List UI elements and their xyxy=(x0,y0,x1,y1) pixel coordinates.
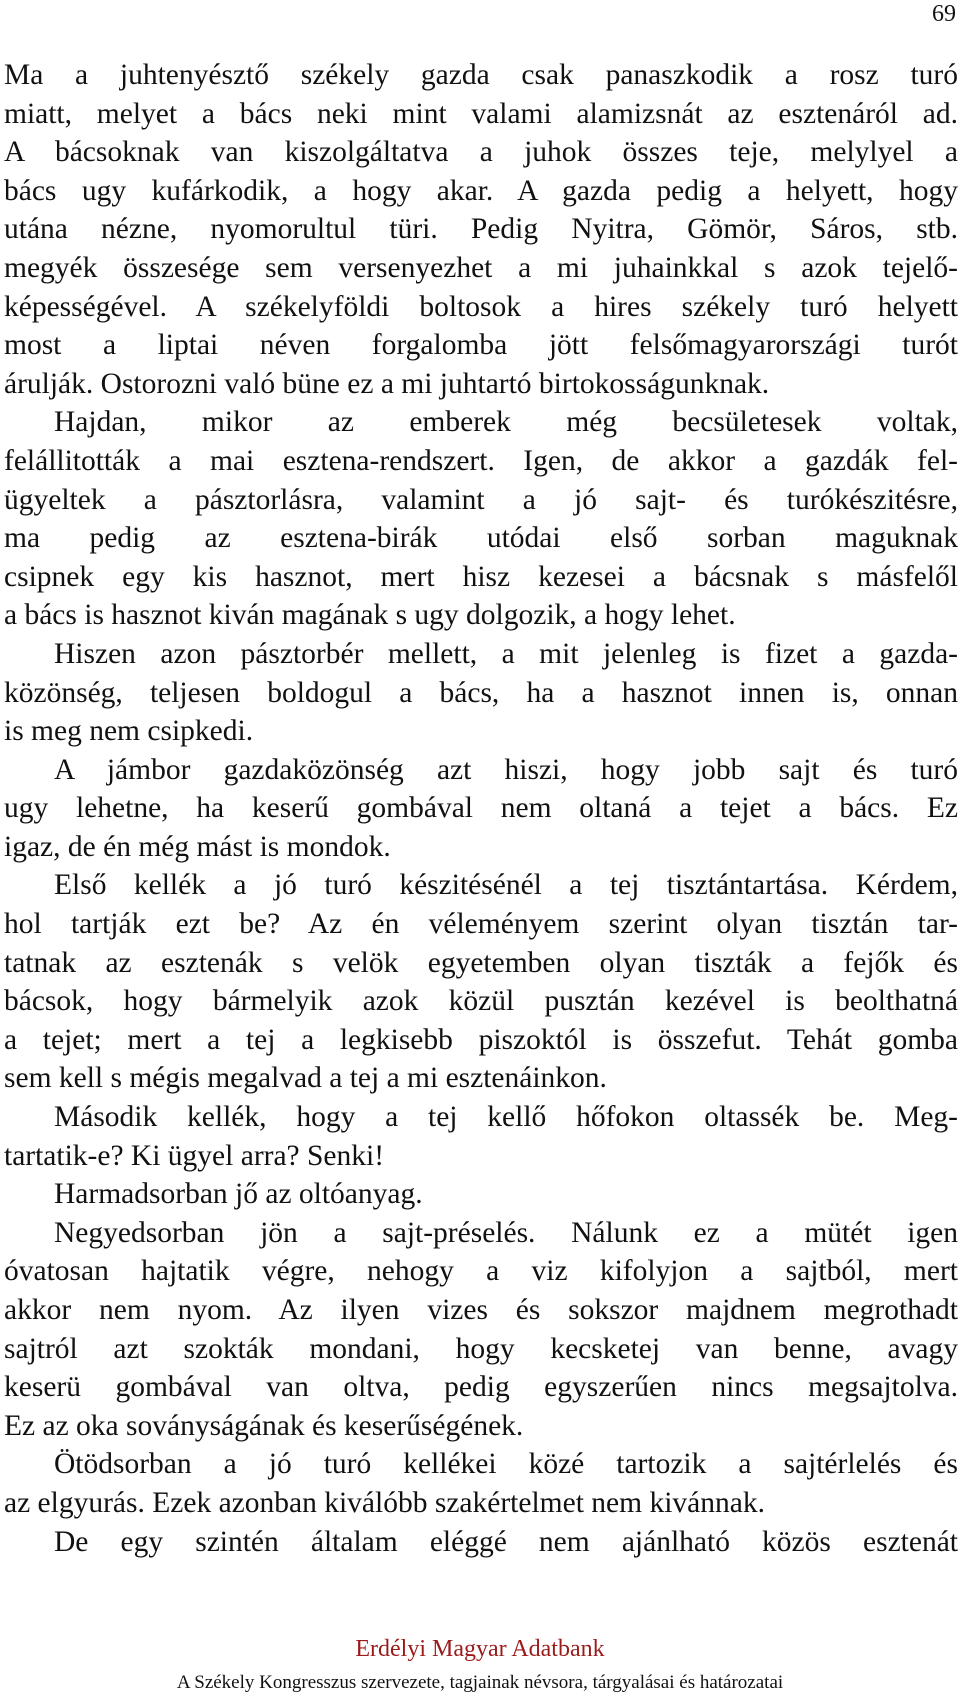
text-line: sem kell s mégis megalvad a tej a mi esztenáinkon. xyxy=(4,1062,607,1095)
text-line: Hiszen azon pásztorbér mellett, a mit jelenleg is fizet a gazda- xyxy=(54,637,958,670)
text-line: hol tartják ezt be? Az én véleményem szerint olyan tisztán tar- xyxy=(4,908,958,941)
text-line: Hajdan, mikor az emberek még becsületesek voltak, xyxy=(54,406,958,439)
text-line: csipnek egy kis hasznot, mert hisz kezesei a bácsnak s másfelől xyxy=(4,560,958,593)
footer-title[interactable]: Erdélyi Magyar Adatbank xyxy=(355,1636,605,1662)
footer-subtitle: A Székely Kongresszus szervezete, tagjainak névsora, tárgyalásai és határozatai xyxy=(176,1672,784,1693)
page-number: 69 xyxy=(932,1,956,27)
text-line: utána nézne, nyomorultul türi. Pedig Nyitra, Gömör, Sáros, stb. xyxy=(4,213,958,246)
text-line: közönség, teljesen boldogul a bács, ha a hasznot innen is, onnan xyxy=(4,676,958,709)
text-line: Ez az oka soványságának és keserűségének. xyxy=(4,1409,524,1442)
text-line: tatnak az esztenák s velök egyetemben olyan tiszták a fejők és xyxy=(4,946,958,979)
text-line: Ötödsorban a jó turó kellékei közé tartozik a sajtérlelés és xyxy=(54,1448,958,1481)
text-line: képességével. A székelyföldi boltosok a hires székely turó helyett xyxy=(4,290,958,323)
text-line: az elgyurás. Ezek azonban kiválóbb szakértelmet nem kivánnak. xyxy=(4,1486,765,1519)
text-line: sajtról azt szokták mondani, hogy kecsketej van benne, avagy xyxy=(4,1332,958,1365)
text-line: akkor nem nyom. Az ilyen vizes és sokszor majdnem megrothadt xyxy=(4,1294,958,1326)
text-line: igaz, de én még mást is mondok. xyxy=(4,830,391,863)
text-line: Első kellék a jó turó készitésénél a tej tisztántartása. Kérdem, xyxy=(54,869,958,902)
text-line: A jámbor gazdaközönség azt hiszi, hogy jobb sajt és turó xyxy=(54,753,958,786)
text-line: keserü gombával van oltva, pedig egyszerűen nincs megsajtolva. xyxy=(4,1371,958,1404)
text-line: felállitották a mai esztena-rendszert. Igen, de akkor a gazdák fel- xyxy=(4,444,958,477)
text-line: megyék összesége sem versenyezhet a mi juhainkkal s azok tejelő- xyxy=(4,251,958,284)
text-line: Negyedsorban jön a sajt-préselés. Nálunk ez a mütét igen xyxy=(54,1216,958,1249)
text-line: a bács is hasznot kiván magának s ugy dolgozik, a hogy lehet. xyxy=(4,599,736,632)
text-line: óvatosan hajtatik végre, nehogy a viz kifolyjon a sajtból, mert xyxy=(4,1255,958,1288)
text-line: ma pedig az esztena-birák utódai első sorban maguknak xyxy=(4,522,958,555)
text-line: Második kellék, hogy a tej kellő hőfokon oltassék be. Meg- xyxy=(54,1101,958,1134)
text-line: bácsok, hogy bármelyik azok közül pusztán kezével is beolthatná xyxy=(4,985,958,1018)
text-line: tartatik-e? Ki ügyel arra? Senki! xyxy=(4,1139,385,1172)
text-line: Harmadsorban jő az oltóanyag. xyxy=(54,1178,423,1211)
text-line: árulják. Ostorozni való büne ez a mi juhtartó birtokosságunknak. xyxy=(4,367,770,400)
text-line: miatt, melyet a bács neki mint valami alamizsnát az esztenáról ad. xyxy=(4,97,958,130)
text-line: most a liptai néven forgalomba jött felsőmagyarországi turót xyxy=(4,329,958,362)
text-line: ugy lehetne, ha keserű gombával nem oltaná a tejet a bács. Ez xyxy=(4,792,958,825)
text-line: ügyeltek a pásztorlásra, valamint a jó sajt- és turókészitésre, xyxy=(4,483,958,516)
text-line: is meg nem csipkedi. xyxy=(4,715,254,748)
body-text xyxy=(4,56,958,1561)
text-line: bács ugy kufárkodik, a hogy akar. A gazda pedig a helyett, hogy xyxy=(4,174,958,207)
text-line: a tejet; mert a tej a legkisebb piszoktól is összefut. Tehát gomba xyxy=(4,1023,958,1056)
text-line: Ma a juhtenyésztő székely gazda csak panaszkodik a rosz turó xyxy=(4,59,958,91)
text-line: De egy szintén általam eléggé nem ajánlható közös esztenát xyxy=(54,1525,958,1558)
text-line: A bácsoknak van kiszolgáltatva a juhok összes teje, melylyel a xyxy=(4,136,958,169)
